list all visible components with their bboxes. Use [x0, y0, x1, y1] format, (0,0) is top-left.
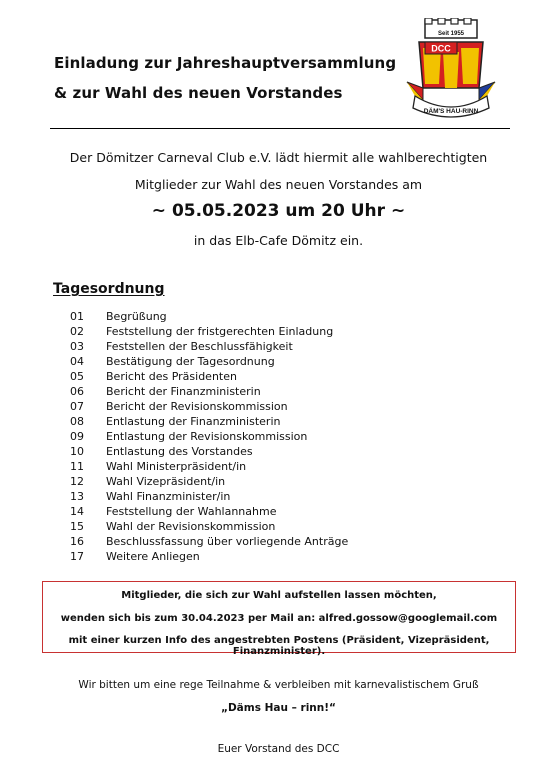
agenda-item — [70, 549, 348, 564]
agenda-item-number: 02 — [70, 325, 84, 338]
agenda-item-text: Wahl Ministerpräsident/in — [106, 460, 247, 473]
agenda-item-number: 04 — [70, 355, 84, 368]
agenda-item — [70, 519, 348, 534]
dcc-logo — [405, 18, 497, 122]
agenda-item-text: Bericht der Finanzministerin — [106, 385, 261, 398]
agenda-item-text: Wahl der Revisionskommission — [106, 520, 276, 533]
meeting-date: ~ 05.05.2023 um 20 Uhr ~ — [151, 201, 406, 221]
title-line-1: Einladung zur Jahreshauptversammlung — [54, 54, 397, 72]
agenda-item-text: Bestätigung der Tagesordnung — [106, 355, 275, 368]
agenda-item-number: 01 — [70, 310, 84, 323]
agenda-item-number: 07 — [70, 400, 84, 413]
agenda-item — [70, 429, 348, 444]
agenda-item-text: Weitere Anliegen — [106, 550, 200, 563]
document-title — [54, 48, 396, 108]
agenda-item-text: Bericht des Präsidenten — [106, 370, 237, 383]
agenda-item-number: 13 — [70, 490, 84, 503]
agenda-item-number: 10 — [70, 445, 84, 458]
agenda-item — [70, 384, 348, 399]
agenda-item-number: 06 — [70, 385, 84, 398]
logo-banner-text: DÄM'S HAU-RINN — [423, 108, 479, 115]
agenda-item — [70, 459, 348, 474]
agenda-item-text: Feststellung der Wahlannahme — [106, 505, 277, 518]
agenda-item-number: 15 — [70, 520, 84, 533]
logo-badge-text: DCC — [431, 43, 451, 54]
closing-line: Wir bitten um eine rege Teilnahme & verbleiben mit karnevalistischem Gruß — [78, 679, 479, 691]
intro-line-3: in das Elb-Cafe Dömitz ein. — [193, 233, 364, 248]
agenda-item-number: 17 — [70, 550, 84, 563]
agenda-item — [70, 489, 348, 504]
agenda-item-number: 09 — [70, 430, 84, 443]
title-line-2: & zur Wahl des neuen Vorstandes — [54, 84, 343, 102]
agenda-item — [70, 339, 348, 354]
agenda-item — [70, 474, 348, 489]
agenda-item-text: Feststellung der fristgerechten Einladung — [106, 325, 334, 338]
agenda-item-text: Wahl Vizepräsident/in — [106, 475, 226, 488]
agenda-item-text: Beschlussfassung über vorliegende Anträge — [106, 535, 349, 548]
logo-since-text: Seit 1955 — [437, 31, 465, 37]
notice-line-3: mit einer kurzen Info des angestrebten Postens (Präsident, Vizepräsident, Finanzminister). — [68, 635, 490, 657]
agenda-item-number: 16 — [70, 535, 84, 548]
agenda-item-number: 12 — [70, 475, 84, 488]
agenda-item-text: Bericht der Revisionskommission — [106, 400, 288, 413]
header-divider — [50, 128, 510, 129]
agenda-list — [70, 309, 348, 564]
agenda-item-number: 05 — [70, 370, 84, 383]
agenda-title: Tagesordnung — [53, 281, 165, 297]
intro-line-2: Mitglieder zur Wahl des neuen Vorstandes am — [134, 177, 423, 192]
signature: Euer Vorstand des DCC — [217, 743, 340, 755]
agenda-item-number: 11 — [70, 460, 84, 473]
agenda-item-text: Entlastung der Revisionskommission — [106, 430, 308, 443]
agenda-item — [70, 399, 348, 414]
agenda-item — [70, 534, 348, 549]
candidate-notice-box — [42, 581, 516, 657]
intro-line-1: Der Dömitzer Carneval Club e.V. lädt hiermit alle wahlberechtigten — [69, 150, 488, 165]
agenda-item — [70, 324, 348, 339]
agenda-item-text: Wahl Finanzminister/in — [106, 490, 231, 503]
agenda-item-number: 14 — [70, 505, 84, 518]
closing-motto: „Däms Hau – rinn!“ — [221, 702, 336, 714]
agenda-item — [70, 369, 348, 384]
notice-line-2: wenden sich bis zum 30.04.2023 per Mail an: alfred.gossow@googlemail.com — [60, 613, 498, 624]
notice-line-1: Mitglieder, die sich zur Wahl aufstellen lassen möchten, — [121, 590, 437, 601]
agenda-item-text: Begrüßung — [106, 310, 167, 323]
agenda-item-text: Entlastung des Vorstandes — [106, 445, 253, 458]
agenda-item-text: Entlastung der Finanzministerin — [106, 415, 281, 428]
agenda-item-number: 03 — [70, 340, 84, 353]
agenda-item-number: 08 — [70, 415, 84, 428]
agenda-item-text: Feststellen der Beschlussfähigkeit — [106, 340, 293, 353]
agenda-item — [70, 414, 348, 429]
agenda-item — [70, 354, 348, 369]
agenda-item — [70, 309, 348, 324]
agenda-item — [70, 444, 348, 459]
agenda-item — [70, 504, 348, 519]
